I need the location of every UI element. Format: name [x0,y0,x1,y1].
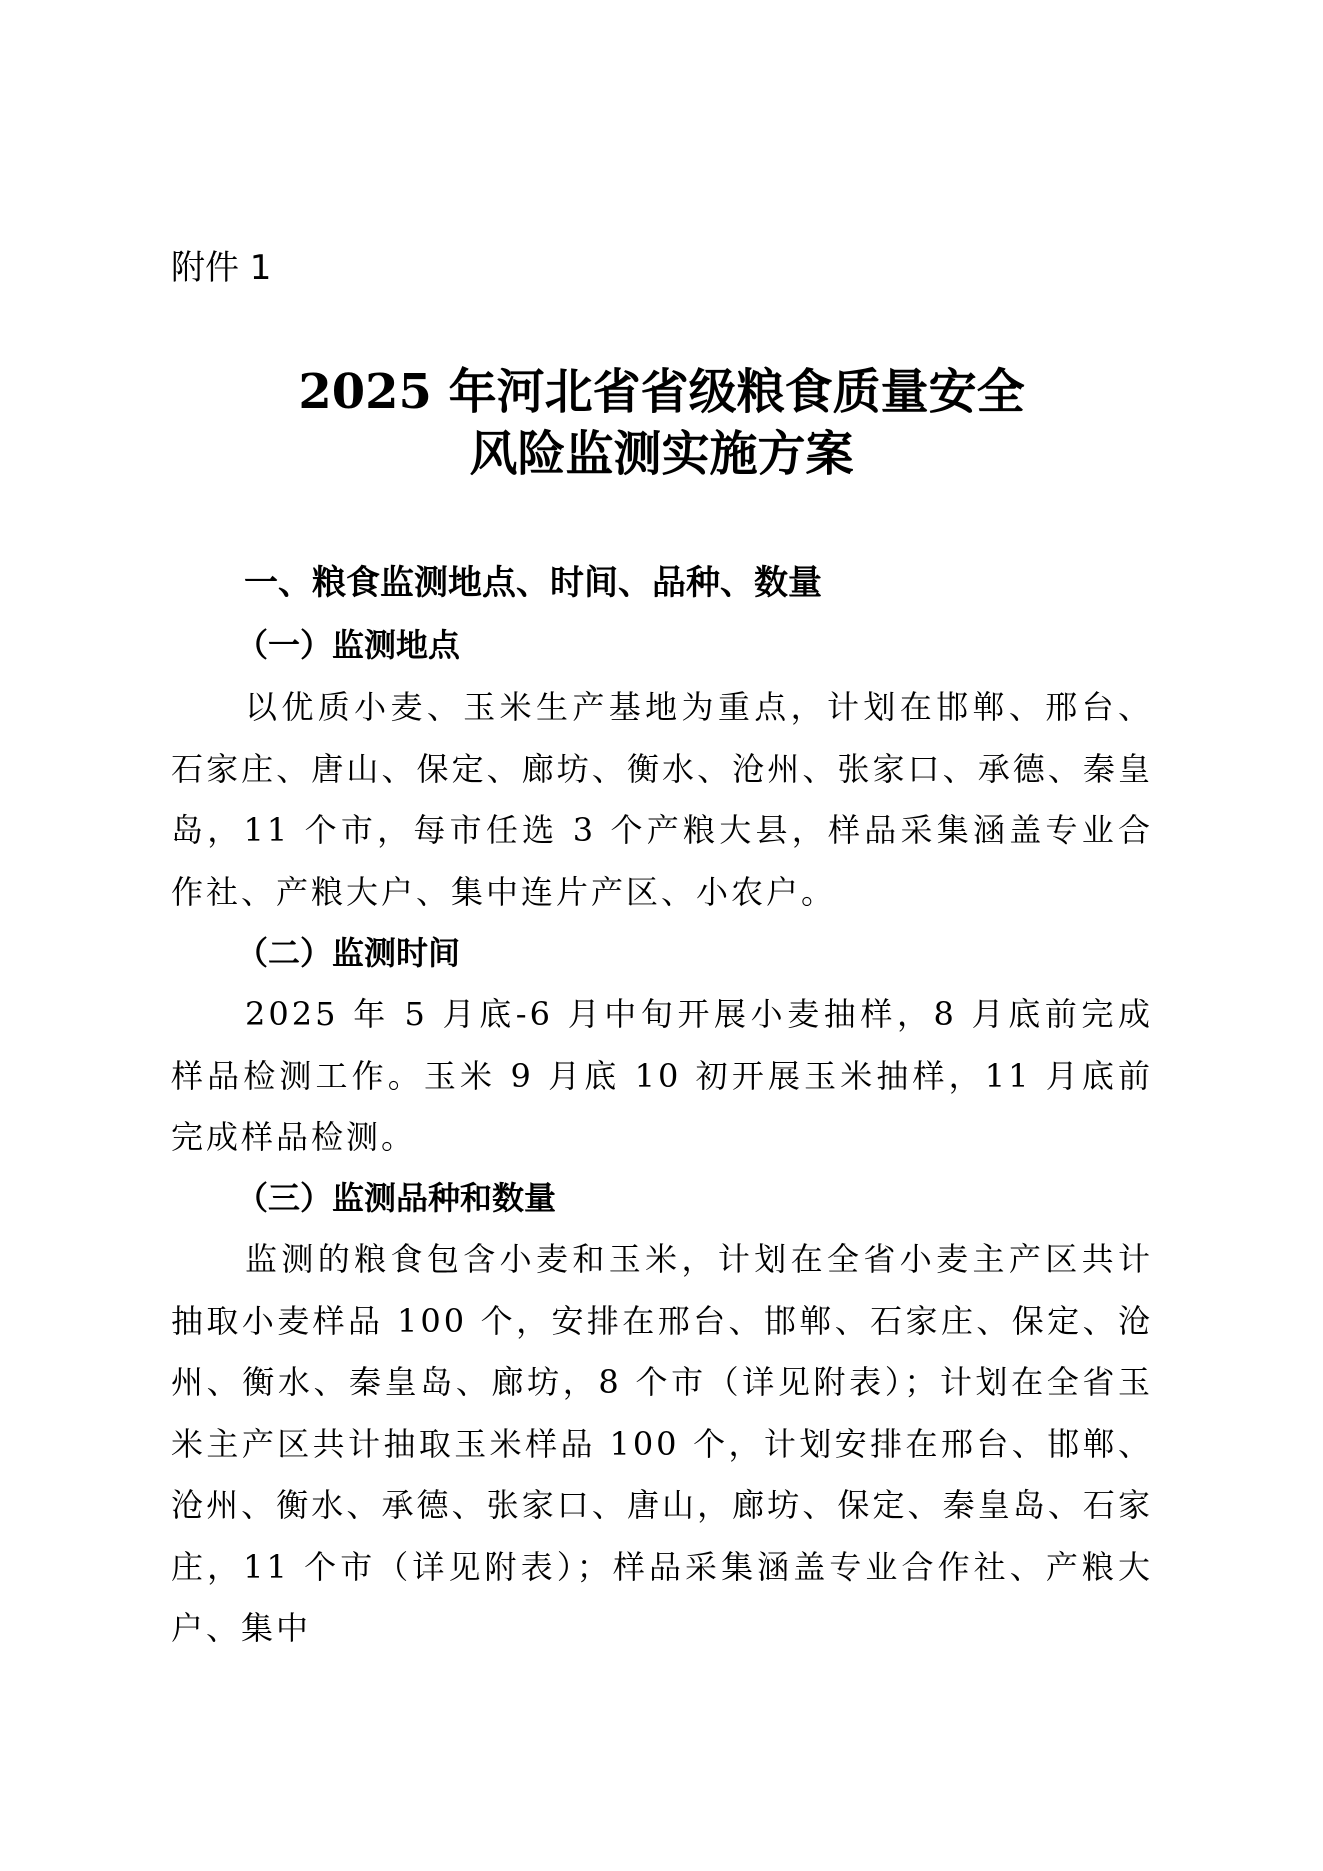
document-title-line-1: 2025 年河北省省级粮食质量安全 [298,364,1025,420]
section-heading-1: 一、粮食监测地点、时间、品种、数量 [244,563,822,603]
paragraph-varieties: 监测的粮食包含小麦和玉米，计划在全省小麦主产区共计抽取小麦样品 100 个，安排在邢台、邯郸、石家庄、保定、沧州、衡水、秦皇岛、廊坊，8 个市（详见附表）；计划在全省玉米主产区共计抽取玉米样品 100 个，计划安排在邢台、邯郸、沧州、衡水、承德、张家口、唐山，廊坊、保定、秦皇岛、石家庄，11 个市（详见附表）；样品采集涵盖专业合作社、产粮大户、集中 [171,1240,1153,1647]
paragraph-location: 以优质小麦、玉米生产基地为重点，计划在邯郸、邢台、石家庄、唐山、保定、廊坊、衡水、沧州、张家口、承德、秦皇岛，11 个市，每市任选 3 个产粮大县，样品采集涵盖专业合作社、产粮大户、集中连片产区、小农户。 [171,688,1153,911]
attachment-label: 附件 1 [171,248,272,288]
paragraph-time: 2025 年 5 月底-6 月中旬开展小麦抽样，8 月底前完成样品检测工作。玉米 9 月底 10 初开展玉米抽样，11 月底前完成样品检测。 [171,995,1153,1156]
subsection-heading-time: （二）监测时间 [236,934,461,972]
subsection-heading-varieties: （三）监测品种和数量 [236,1179,557,1217]
document-title-line-2: 风险监测实施方案 [469,426,854,482]
subsection-heading-location: （一）监测地点 [236,626,461,664]
